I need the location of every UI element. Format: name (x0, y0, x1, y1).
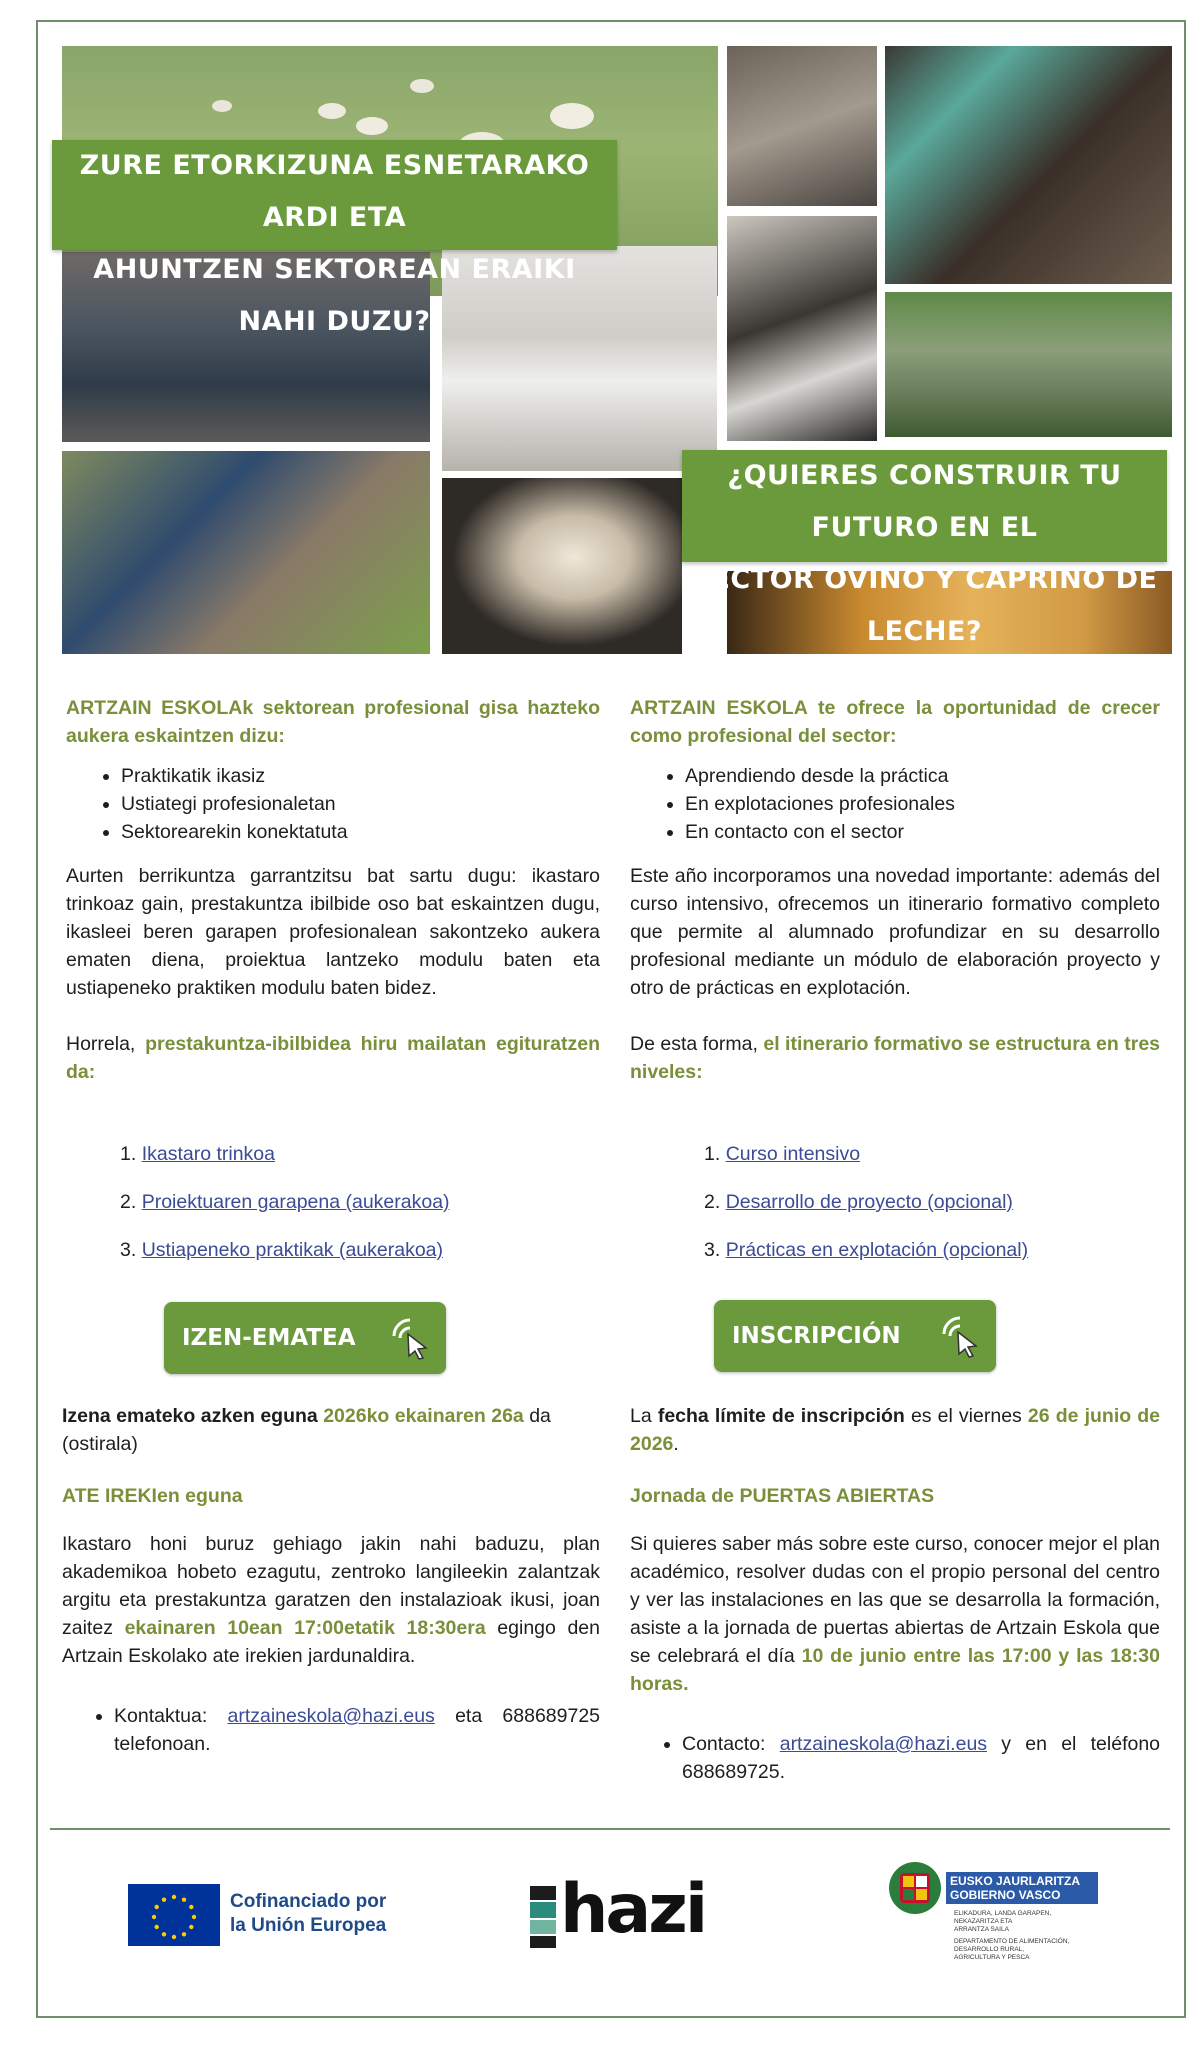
list-item: • Praktikatik ikasiz (121, 762, 600, 790)
intro-heading: ARTZAIN ESKOLA te ofrece la oportunidad de crecer como profesional del sector: (630, 697, 1160, 747)
email-link[interactable]: artzaineskola@hazi.eus (779, 1733, 988, 1755)
bullet-list (66, 762, 600, 846)
list-item: 3. Ustiapeneko praktikak (aukerakoa) (120, 1239, 444, 1261)
deadline: Izena emateko azken eguna 2026ko ekainaren 26a da (ostirala) (62, 1405, 551, 1455)
column-basque (66, 694, 600, 1086)
banner-spanish: ¿QUIERES CONSTRUIR TU FUTURO EN EL SECTOR OVINO Y CAPRINO DE LECHE? (682, 450, 1167, 562)
levels-intro: Horrela, prestakuntza-ibilbidea hiru mailatan egituratzen da: (66, 1033, 600, 1083)
photo-children-dog (727, 46, 877, 206)
basque-government-logo: EUSKO JAURLARITZA GOBIERNO VASCO ELIKADURA, LANDA GARAPEN, NEKAZARITZA ETA ARRANTZA SAILA DEPARTAMENTO DE ALIMENTACIÓN, DESARROLLO RURAL, AGRICULTURA Y PESCA (888, 1858, 1108, 1988)
click-cursor-icon (938, 1312, 982, 1358)
column-spanish-lower (630, 1402, 1160, 1786)
hazi-bars-icon (530, 1886, 556, 1948)
body-paragraph: Este año incorporamos una novedad importante: además del curso intensivo, ofrecemos un itinerario formativo completo que permite al alumnado profundizar en su desarrollo profesional mediante un módulo de elaboración proyecto y otro de prácticas en explotación. (630, 865, 1160, 999)
photo-sheep-face (442, 478, 682, 654)
level-link[interactable]: Proiektuaren garapena (aukerakoa) (141, 1191, 450, 1213)
body-paragraph: Aurten berrikuntza garrantzitsu bat sartu dugu: ikastaro trinkoaz gain, prestakuntza ibilbide oso bat eskaintzen dugu, ikasleei beren garapen profesionalean sakontzeko aukera ematen diena, proiektua lantzeko modulu baten eta ustiapeneko praktiken modulu baten bidez. (66, 865, 600, 999)
list-item: 1. Ikastaro trinkoa (120, 1143, 275, 1165)
open-day-heading: ATE IREKIen eguna (62, 1485, 243, 1507)
list-item: • En explotaciones profesionales (685, 790, 1160, 818)
register-button-spanish[interactable]: INSCRIPCIÓN (714, 1300, 996, 1372)
deadline: La fecha límite de inscripción es el viernes 26 de junio de 2026. (630, 1405, 1161, 1455)
photo-microscope (727, 216, 877, 441)
level-link[interactable]: Ustiapeneko praktikak (aukerakoa) (141, 1239, 444, 1261)
list-item: • Ustiategi profesionaletan (121, 790, 600, 818)
list-item: 1. Curso intensivo (704, 1143, 861, 1165)
photo-man-goats (885, 46, 1172, 284)
intro-heading: ARTZAIN ESKOLAk sektorean profesional gisa hazteko aukera eskaintzen dizu: (66, 697, 600, 747)
open-day-paragraph: Si quieres saber más sobre este curso, conocer mejor el plan académico, resolver dudas con el propio personal del centro y ver las instalaciones en las que se desarrolla la formación, asiste a la jornada de puertas abiertas de Artzain Eskola que se celebrará el día 10 de junio entre las 17:00 y las 18:30 horas. (630, 1533, 1161, 1695)
contact-item: • Contacto: artzaineskola@hazi.eus y en el teléfono 688689725. (682, 1730, 1160, 1786)
level-link[interactable]: Desarrollo de proyecto (opcional) (725, 1191, 1013, 1213)
levels-list (704, 1140, 1164, 1284)
list-item: • Sektorearekin konektatuta (121, 818, 600, 846)
contact-list (62, 1702, 600, 1758)
bullet-list (630, 762, 1160, 846)
photo-stone-hut (62, 451, 430, 654)
level-link[interactable]: Prácticas en explotación (opcional) (725, 1239, 1029, 1261)
list-item: 2. Proiektuaren garapena (aukerakoa) (120, 1191, 450, 1213)
list-item: • Aprendiendo desde la práctica (685, 762, 1160, 790)
photo-group-field (885, 292, 1172, 437)
photo-collage (62, 46, 1172, 654)
column-spanish (630, 694, 1160, 1086)
levels-intro: De esta forma, el itinerario formativo se estructura en tres niveles: (630, 1033, 1161, 1083)
column-basque-lower (62, 1402, 600, 1758)
contact-item: • Kontaktua: artzaineskola@hazi.eus eta 688689725 telefonoan. (114, 1702, 600, 1758)
register-button-basque[interactable]: IZEN-EMATEA (164, 1302, 446, 1374)
banner-basque: ZURE ETORKIZUNA ESNETARAKO ARDI ETA AHUNTZEN SEKTOREAN ERAIKI NAHI DUZU? (52, 140, 617, 250)
list-item: 3. Prácticas en explotación (opcional) (704, 1239, 1029, 1261)
list-item: 2. Desarrollo de proyecto (opcional) (704, 1191, 1013, 1213)
click-cursor-icon (388, 1314, 432, 1360)
eu-flag-icon (128, 1884, 220, 1946)
footer-divider (50, 1828, 1170, 1830)
open-day-heading: Jornada de PUERTAS ABIERTAS (630, 1485, 935, 1507)
basque-coat-of-arms-icon (888, 1858, 942, 1918)
hazi-logo: hazi (530, 1884, 730, 1954)
email-link[interactable]: artzaineskola@hazi.eus (227, 1705, 435, 1727)
eu-cofunding-logo: Cofinanciado por la Unión Europea (128, 1884, 418, 1946)
levels-list (120, 1140, 600, 1284)
list-item: • En contacto con el sector (685, 818, 1160, 846)
level-link[interactable]: Ikastaro trinkoa (141, 1143, 275, 1165)
level-link[interactable]: Curso intensivo (725, 1143, 861, 1165)
open-day-paragraph: Ikastaro honi buruz gehiago jakin nahi baduzu, plan akademikoa hobeto ezagutu, zentroko langileekin zalantzak argitu eta prestakuntza garatzen den instalazioak ikusi, joan zaitez ekainaren 10ean 17:00etatik 18:30era egingo den Artzain Eskolako ate irekien jardunaldira. (62, 1533, 600, 1667)
contact-list (630, 1730, 1160, 1786)
